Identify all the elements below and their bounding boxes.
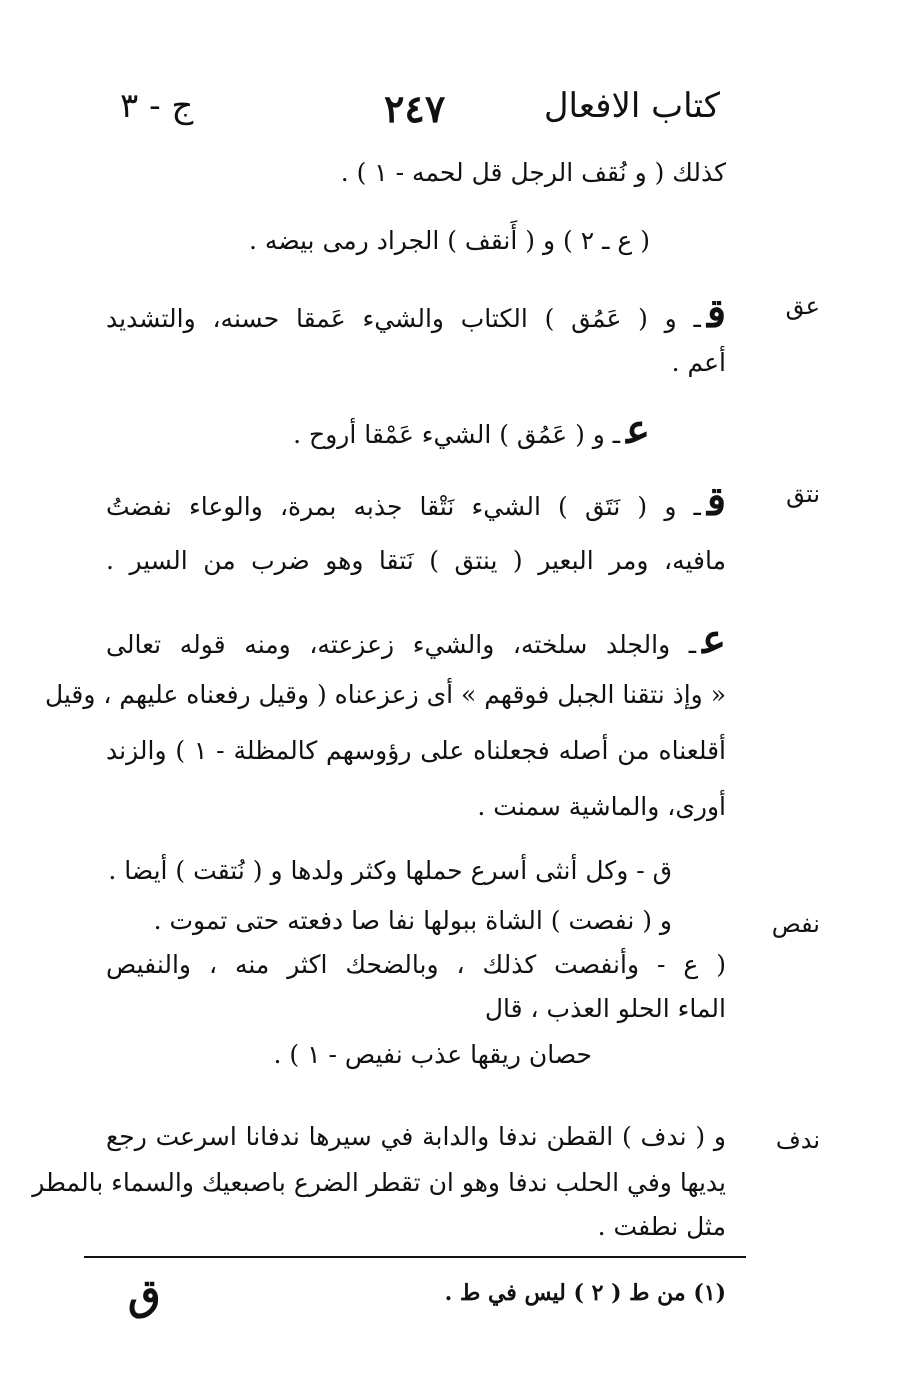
text-line <box>32 1168 726 1197</box>
line-text: الماء الحلو العذب ، قال <box>484 994 726 1023</box>
page-number: ٢٤٧ <box>384 86 446 131</box>
line-text: و ( ندف ) القطن ندفا والدابة في سيرها ندفانا اسرعت رجع <box>106 1122 726 1151</box>
text-line <box>106 348 726 377</box>
text-line <box>293 406 650 453</box>
margin-headword <box>776 1126 820 1154</box>
text-line <box>249 226 650 255</box>
text-line <box>106 546 726 575</box>
line-text: ( ع ـ ٢ ) و ( أَنقف ) الجراد رمى بيضه . <box>249 226 650 255</box>
line-text: « وإذ نتقنا الجبل فوقهم » أى زعزعناه ( وقيل رفعناه عليهم ، وقيل <box>44 680 726 709</box>
line-text: ـ و ( نَتَق ) الشيء نَتْقا جذبه بمرة، والوعاء نفضتُ <box>106 492 701 521</box>
margin-headword <box>786 480 820 508</box>
text-line <box>106 994 726 1023</box>
margin-headword <box>786 292 820 320</box>
section-marker: ق <box>706 478 726 525</box>
line-text: ـ و ( عَمُق ) الشيء عَمْقا أروح . <box>293 420 621 449</box>
line-text: حصان ريقها عذب نفيص - ١ ) . <box>273 1040 592 1069</box>
line-text: كذلك ( و نُقف الرجل قل لحمه - ١ ) . <box>340 158 726 187</box>
text-line <box>44 680 726 709</box>
text-line <box>106 736 726 765</box>
line-text: مثل نطفت . <box>597 1212 726 1241</box>
line-text: ـ و ( عَمُق ) الكتاب والشيء عَمقا حسنه، والتشديد <box>106 304 701 333</box>
line-text: ـ والجلد سلخته، والشيء زعزعته، ومنه قوله تعالى <box>106 630 697 659</box>
line-text: أعم . <box>671 348 726 377</box>
footnote-rule <box>84 1256 746 1258</box>
line-text: أقلعناه من أصله فجعلناه على رؤوسهم كالمظلة - ١ ) والزند <box>106 736 726 765</box>
text-line <box>154 906 672 935</box>
section-marker: ق <box>706 290 726 337</box>
margin-headword <box>772 910 820 938</box>
line-text: نفص <box>771 910 820 938</box>
text-line <box>106 478 726 525</box>
text-line <box>106 158 726 187</box>
line-text: نتق <box>786 480 820 508</box>
text-line <box>106 290 726 337</box>
line-text: ق - وكل أنثى أسرع حملها وكثر ولدها و ( نُتقت ) أيضا . <box>108 856 672 885</box>
catchword: ق <box>128 1270 161 1319</box>
text-line <box>274 1040 593 1069</box>
line-text: ندف <box>775 1126 820 1154</box>
line-text: و ( نفصت ) الشاة ببولها نفا صا دفعته حتى تموت . <box>153 906 672 935</box>
text-line <box>106 1212 726 1241</box>
line-text: مافيه، ومر البعير ( ينتق ) نَتقا وهو ضرب من السير . <box>106 546 726 575</box>
text-line <box>106 616 726 663</box>
text-line <box>106 1122 726 1151</box>
footnote: (١) من ط ( ٢ ) ليس في ط . <box>444 1280 726 1306</box>
line-text: ( ع - وأنفصت كذلك ، وبالضحك اكثر منه ، والنفيص <box>106 950 726 979</box>
line-text: أورى، والماشية سمنت . <box>477 792 726 821</box>
text-line <box>106 792 726 821</box>
book-title: كتاب الافعال <box>543 86 720 126</box>
text-line <box>108 856 672 885</box>
line-text: يديها وفي الحلب ندفا وهو ان تقطر الضرع باصبعيك والسماء بالمطر <box>32 1168 726 1197</box>
section-marker: ع <box>626 406 650 453</box>
section-marker: ع <box>702 616 726 663</box>
volume-label: ج - ٣ <box>120 86 194 126</box>
line-text: عق <box>785 292 820 320</box>
text-line <box>106 950 726 979</box>
